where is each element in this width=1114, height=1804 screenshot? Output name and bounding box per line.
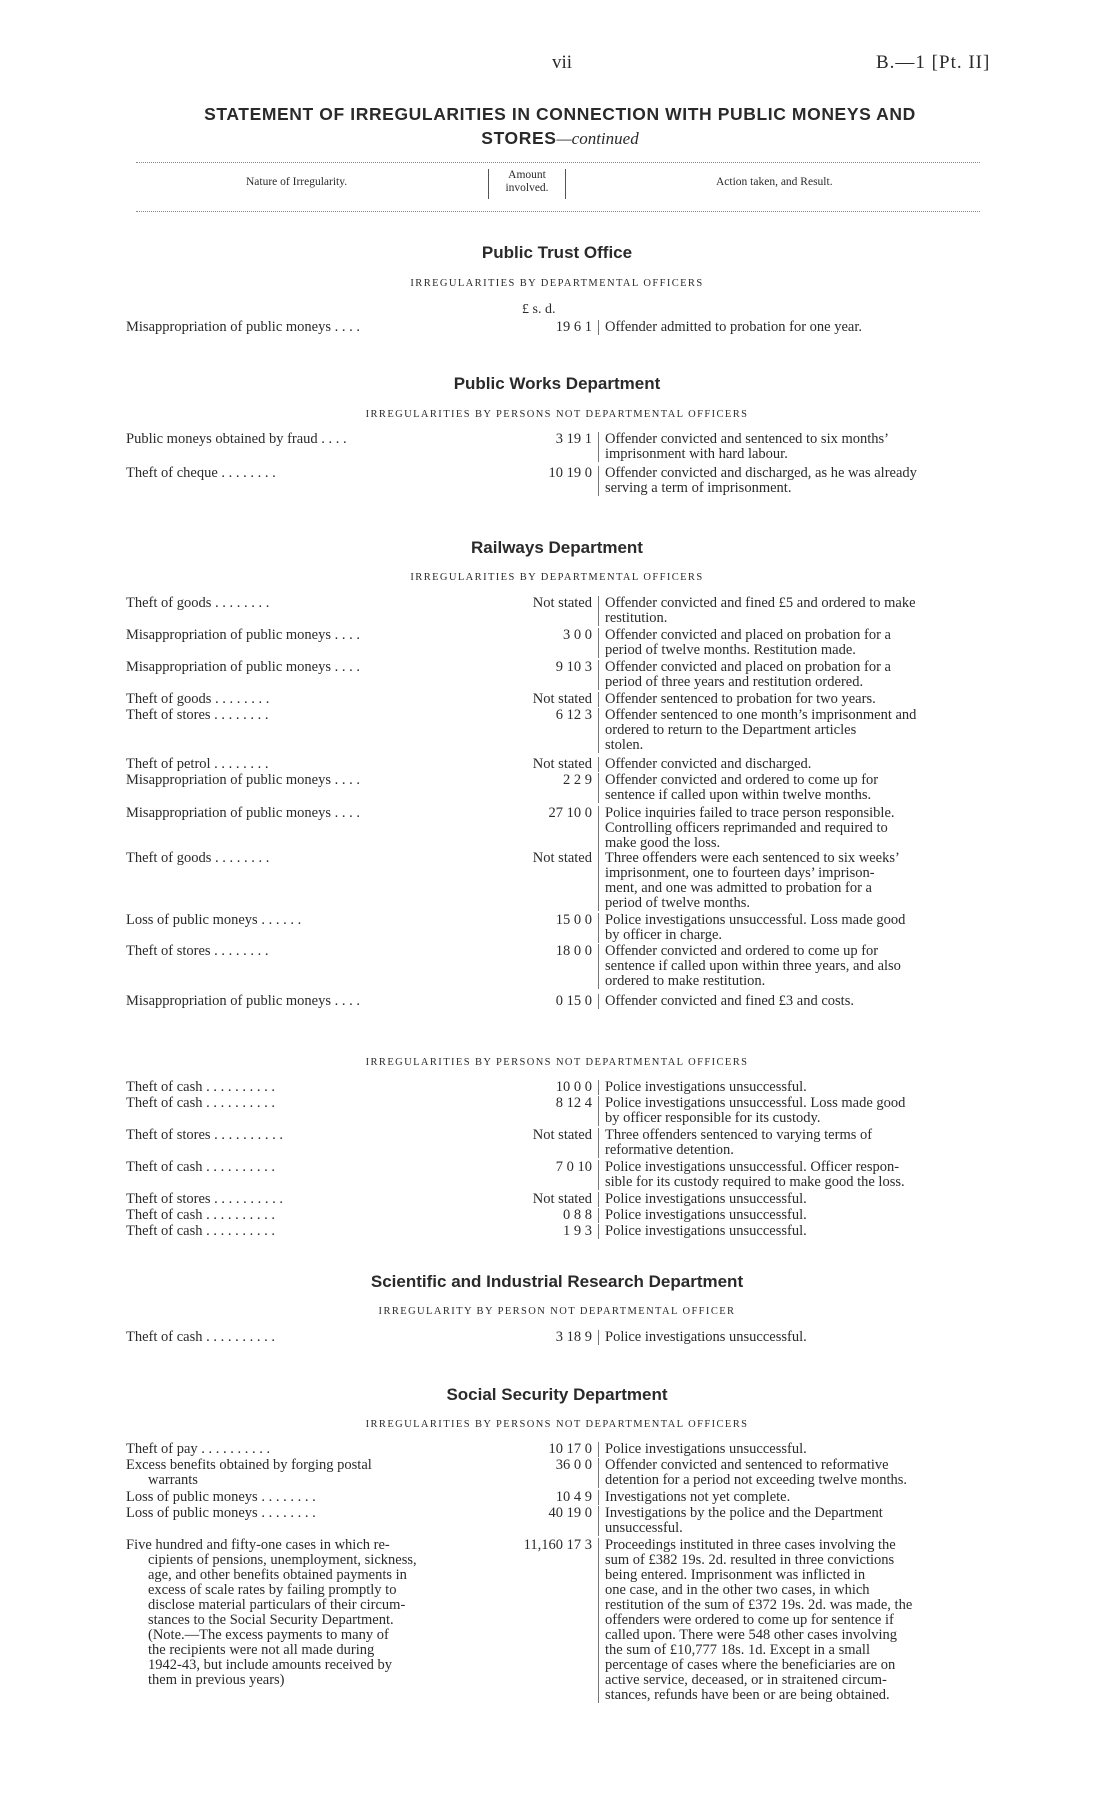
title-line-1: STATEMENT OF IRREGULARITIES IN CONNECTION WITH PUBLIC MONEYS AND <box>204 104 916 124</box>
amount-involved: Not stated <box>532 1127 592 1143</box>
action-line: Offender convicted and discharged. <box>605 756 812 772</box>
action-line: the sum of £10,777 18s. 1d. Except in a small <box>605 1642 870 1658</box>
nature-line: disclose material particulars of their circum- <box>148 1597 406 1613</box>
section-subtitle: IRREGULARITIES BY DEPARTMENTAL OFFICERS <box>410 278 704 289</box>
section-subtitle: IRREGULARITIES BY PERSONS NOT DEPARTMENTAL OFFICERS <box>365 1419 749 1430</box>
action-line: ordered to make restitution. <box>605 973 766 989</box>
nature-line: Theft of goods . . . . . . . . <box>126 850 270 866</box>
action-taken <box>598 1538 997 1703</box>
page-number: vii <box>552 52 573 73</box>
action-line: sentence if called upon within twelve months. <box>605 787 872 803</box>
action-line: Three offenders were each sentenced to six weeks’ <box>605 850 900 866</box>
action-line: Investigations by the police and the Department <box>605 1505 883 1521</box>
action-line: sible for its custody required to make good the loss. <box>605 1174 905 1190</box>
action-taken <box>598 1192 997 1207</box>
amount-involved: 1 9 3 <box>563 1223 592 1239</box>
nature-line: Misappropriation of public moneys . . . . <box>126 659 360 675</box>
action-taken <box>598 1330 997 1345</box>
amount-involved: 10 17 0 <box>548 1441 592 1457</box>
amount-involved: 0 8 8 <box>563 1207 592 1223</box>
action-line: Offender admitted to probation for one year. <box>605 319 863 335</box>
action-taken <box>598 1442 997 1457</box>
nature-line: Theft of stores . . . . . . . . . . <box>126 1191 284 1207</box>
action-taken <box>598 596 997 626</box>
amount-involved: 0 15 0 <box>555 993 592 1009</box>
nature-line: Loss of public moneys . . . . . . <box>126 912 302 928</box>
section-title-social-security: Social Security Department <box>446 1385 668 1404</box>
irregularity-nature <box>126 1160 480 1175</box>
nature-line: age, and other benefits obtained payments in <box>148 1567 407 1583</box>
action-taken <box>598 994 997 1009</box>
nature-line: Theft of stores . . . . . . . . . . <box>126 1127 284 1143</box>
action-line: detention for a period not exceeding twelve months. <box>605 1472 907 1488</box>
nature-line: Theft of petrol . . . . . . . . <box>126 756 269 772</box>
action-line: imprisonment, one to fourteen days’ imprison- <box>605 865 875 881</box>
action-line: restitution of the sum of £372 19s. 2d. was made, the <box>605 1597 913 1613</box>
action-line: offenders were ordered to come up for sentence if <box>605 1612 894 1628</box>
section-subtitle: IRREGULARITIES BY PERSONS NOT DEPARTMENTAL OFFICERS <box>365 409 749 420</box>
irregularity-nature <box>126 913 480 928</box>
nature-line: 1942-43, but include amounts received by <box>148 1657 393 1673</box>
irregularity-nature <box>126 660 480 675</box>
amount-involved: 36 0 0 <box>555 1457 592 1473</box>
irregularity-nature <box>126 773 480 788</box>
nature-line: excess of scale rates by failing promptly to <box>148 1582 397 1598</box>
amount-involved: Not stated <box>532 691 592 707</box>
nature-line: Theft of goods . . . . . . . . <box>126 691 270 707</box>
amount-involved: 8 12 4 <box>555 1095 592 1111</box>
action-taken <box>598 851 997 911</box>
amount-involved: 19 6 1 <box>555 319 592 335</box>
action-line: one case, and in the other two cases, in which <box>605 1582 870 1598</box>
action-line: called upon. There were 548 other cases involving <box>605 1627 898 1643</box>
action-line: Police investigations unsuccessful. <box>605 1329 807 1345</box>
irregularity-nature <box>126 1506 480 1521</box>
nature-line: Theft of cash . . . . . . . . . . <box>126 1079 275 1095</box>
amount-involved: 40 19 0 <box>548 1505 592 1521</box>
irregularity-nature <box>126 1330 480 1345</box>
irregularity-nature <box>126 708 480 723</box>
nature-line: Misappropriation of public moneys . . . . <box>126 627 360 643</box>
action-taken <box>598 1458 997 1488</box>
nature-line: Loss of public moneys . . . . . . . . <box>126 1489 316 1505</box>
action-line: ment, and one was admitted to probation for a <box>605 880 872 896</box>
nature-line: Misappropriation of public moneys . . . . <box>126 993 360 1009</box>
action-line: by officer in charge. <box>605 927 723 943</box>
action-taken <box>598 1080 997 1095</box>
action-line: Offender convicted and ordered to come up for <box>605 772 879 788</box>
action-line: Controlling officers reprimanded and required to <box>605 820 888 836</box>
nature-line: Five hundred and fifty-one cases in which re- <box>126 1537 390 1553</box>
action-line: Offender convicted and ordered to come up for <box>605 943 879 959</box>
section-subtitle: IRREGULARITY BY PERSON NOT DEPARTMENTAL OFFICER <box>378 1306 736 1317</box>
action-line: Offender convicted and sentenced to six months’ <box>605 431 890 447</box>
action-taken <box>598 432 997 462</box>
amount-involved: 10 0 0 <box>555 1079 592 1095</box>
action-line: period of three years and restitution ordered. <box>605 674 864 690</box>
action-taken <box>598 1096 997 1126</box>
action-line: Police investigations unsuccessful. <box>605 1207 807 1223</box>
action-line: sum of £382 19s. 2d. resulted in three convictions <box>605 1552 895 1568</box>
section-subtitle: IRREGULARITIES BY PERSONS NOT DEPARTMENTAL OFFICERS <box>365 1057 749 1068</box>
nature-line: Theft of stores . . . . . . . . <box>126 707 269 723</box>
action-line: sentence if called upon within three years, and also <box>605 958 901 974</box>
nature-line: Excess benefits obtained by forging postal <box>126 1457 372 1473</box>
action-line: Offender convicted and discharged, as he was already <box>605 465 917 481</box>
nature-line: cipients of pensions, unemployment, sickness, <box>148 1552 417 1568</box>
nature-line: Theft of cash . . . . . . . . . . <box>126 1159 275 1175</box>
nature-line: Theft of pay . . . . . . . . . . <box>126 1441 271 1457</box>
action-taken <box>598 1490 997 1505</box>
action-line: Offender convicted and fined £3 and costs. <box>605 993 854 1009</box>
irregularity-nature <box>126 944 480 959</box>
amount-involved: 10 19 0 <box>548 465 592 481</box>
irregularity-nature <box>126 692 480 707</box>
action-taken <box>598 628 997 658</box>
action-line: active service, deceased, or in straitened circum- <box>605 1672 887 1688</box>
amount-involved: 6 12 3 <box>555 707 592 723</box>
amount-involved: 3 19 1 <box>555 431 592 447</box>
section-title-railways: Railways Department <box>471 538 643 557</box>
amount-involved: 18 0 0 <box>555 943 592 959</box>
irregularity-nature <box>126 1080 480 1095</box>
action-line: make good the loss. <box>605 835 721 851</box>
page-title <box>150 102 970 151</box>
nature-line: Theft of stores . . . . . . . . <box>126 943 269 959</box>
irregularity-nature <box>126 1224 480 1239</box>
irregularity-nature <box>126 806 480 821</box>
action-taken <box>598 1506 997 1536</box>
action-taken <box>598 708 997 753</box>
column-nature: Nature of Irregularity. <box>246 176 348 188</box>
action-line: Police investigations unsuccessful. Officer respon- <box>605 1159 900 1175</box>
action-line: Three offenders sentenced to varying terms of <box>605 1127 873 1143</box>
nature-line: warrants <box>148 1472 198 1488</box>
amount-involved: 27 10 0 <box>548 805 592 821</box>
amount-involved: 3 0 0 <box>563 627 592 643</box>
action-line: Police investigations unsuccessful. <box>605 1191 807 1207</box>
action-line: period of twelve months. <box>605 895 750 911</box>
irregularity-nature <box>126 1208 480 1223</box>
action-line: Police investigations unsuccessful. <box>605 1079 807 1095</box>
action-taken <box>598 660 997 690</box>
amount-involved: Not stated <box>532 756 592 772</box>
nature-line: Public moneys obtained by fraud . . . . <box>126 431 347 447</box>
action-taken <box>598 1128 997 1158</box>
nature-line: Theft of cash . . . . . . . . . . <box>126 1095 275 1111</box>
column-action: Action taken, and Result. <box>716 176 833 188</box>
amount-involved: 10 4 9 <box>555 1489 592 1505</box>
action-line: stances, refunds have been or are being obtained. <box>605 1687 890 1703</box>
action-line: Offender sentenced to probation for two years. <box>605 691 876 707</box>
irregularity-nature <box>126 1128 480 1143</box>
nature-line: Misappropriation of public moneys . . . . <box>126 772 360 788</box>
action-line: stolen. <box>605 737 644 753</box>
action-line: restitution. <box>605 610 668 626</box>
action-taken <box>598 1160 997 1190</box>
amount-involved: Not stated <box>532 595 592 611</box>
amount-involved: Not stated <box>532 1191 592 1207</box>
irregularity-nature <box>126 1458 480 1488</box>
action-line: Police investigations unsuccessful. Loss made good <box>605 912 906 928</box>
action-line: unsuccessful. <box>605 1520 683 1536</box>
amount-involved: 11,160 17 3 <box>523 1537 592 1553</box>
action-line: serving a term of imprisonment. <box>605 480 792 496</box>
action-line: percentage of cases where the beneficiaries are on <box>605 1657 896 1673</box>
nature-line: them in previous years) <box>148 1672 285 1688</box>
action-line: Investigations not yet complete. <box>605 1489 791 1505</box>
action-taken <box>598 320 997 335</box>
action-line: Offender sentenced to one month’s imprisonment and <box>605 707 917 723</box>
irregularity-nature <box>126 851 480 866</box>
action-line: Offender convicted and fined £5 and ordered to make <box>605 595 916 611</box>
action-line: by officer responsible for its custody. <box>605 1110 821 1126</box>
action-taken <box>598 1224 997 1239</box>
action-taken <box>598 757 997 772</box>
title-line-2: STORES—continued <box>481 128 639 148</box>
irregularity-nature <box>126 1538 480 1688</box>
irregularity-nature <box>126 757 480 772</box>
action-line: Offender convicted and placed on probation for a <box>605 659 891 675</box>
nature-line: Theft of cash . . . . . . . . . . <box>126 1329 275 1345</box>
irregularity-nature <box>126 628 480 643</box>
irregularity-nature <box>126 1192 480 1207</box>
section-title-scientific: Scientific and Industrial Research Department <box>370 1272 744 1291</box>
amount-involved: 9 10 3 <box>555 659 592 675</box>
action-taken <box>598 806 997 851</box>
irregularity-nature <box>126 596 480 611</box>
action-line: imprisonment with hard labour. <box>605 446 788 462</box>
currency-header: £ s. d. <box>522 302 556 317</box>
action-line: Proceedings instituted in three cases involving the <box>605 1537 896 1553</box>
irregularity-nature <box>126 1442 480 1457</box>
nature-line: the recipients were not all made during <box>148 1642 375 1658</box>
action-line: Police investigations unsuccessful. <box>605 1441 807 1457</box>
nature-line: Misappropriation of public moneys . . . . <box>126 805 360 821</box>
action-taken <box>598 944 997 989</box>
column-header-row <box>136 162 980 212</box>
nature-line: stances to the Social Security Department. <box>148 1612 394 1628</box>
action-taken <box>598 466 997 496</box>
action-taken <box>598 773 997 803</box>
section-title-public-trust: Public Trust Office <box>481 243 633 262</box>
irregularity-nature <box>126 320 480 335</box>
nature-line: Loss of public moneys . . . . . . . . <box>126 1505 316 1521</box>
amount-involved: Not stated <box>532 850 592 866</box>
irregularity-nature <box>126 1490 480 1505</box>
action-taken <box>598 692 997 707</box>
action-line: being entered. Imprisonment was inflicted in <box>605 1567 866 1583</box>
section-title-public-works: Public Works Department <box>453 374 661 393</box>
column-amount: Amount involved. <box>488 169 566 199</box>
nature-line: (Note.—The excess payments to many of <box>148 1627 389 1643</box>
nature-line: Misappropriation of public moneys . . . . <box>126 319 360 335</box>
irregularity-nature <box>126 432 480 447</box>
action-taken <box>598 1208 997 1223</box>
nature-line: Theft of cash . . . . . . . . . . <box>126 1223 275 1239</box>
amount-involved: 3 18 9 <box>555 1329 592 1345</box>
action-line: Offender convicted and sentenced to reformative <box>605 1457 889 1473</box>
irregularity-nature <box>126 994 480 1009</box>
nature-line: Theft of cash . . . . . . . . . . <box>126 1207 275 1223</box>
amount-involved: 15 0 0 <box>555 912 592 928</box>
action-line: reformative detention. <box>605 1142 734 1158</box>
action-line: period of twelve months. Restitution made. <box>605 642 856 658</box>
amount-involved: 2 2 9 <box>563 772 592 788</box>
action-line: Police investigations unsuccessful. <box>605 1223 807 1239</box>
action-line: Police inquiries failed to trace person responsible. <box>605 805 895 821</box>
action-line: Offender convicted and placed on probation for a <box>605 627 891 643</box>
action-taken <box>598 913 997 943</box>
amount-involved: 7 0 10 <box>555 1159 592 1175</box>
nature-line: Theft of goods . . . . . . . . <box>126 595 270 611</box>
section-subtitle: IRREGULARITIES BY DEPARTMENTAL OFFICERS <box>410 572 704 583</box>
document-reference: B.—1 [Pt. II] <box>876 52 991 73</box>
action-line: ordered to return to the Department articles <box>605 722 857 738</box>
action-line: Police investigations unsuccessful. Loss made good <box>605 1095 906 1111</box>
irregularity-nature <box>126 1096 480 1111</box>
irregularity-nature <box>126 466 480 481</box>
nature-line: Theft of cheque . . . . . . . . <box>126 465 276 481</box>
